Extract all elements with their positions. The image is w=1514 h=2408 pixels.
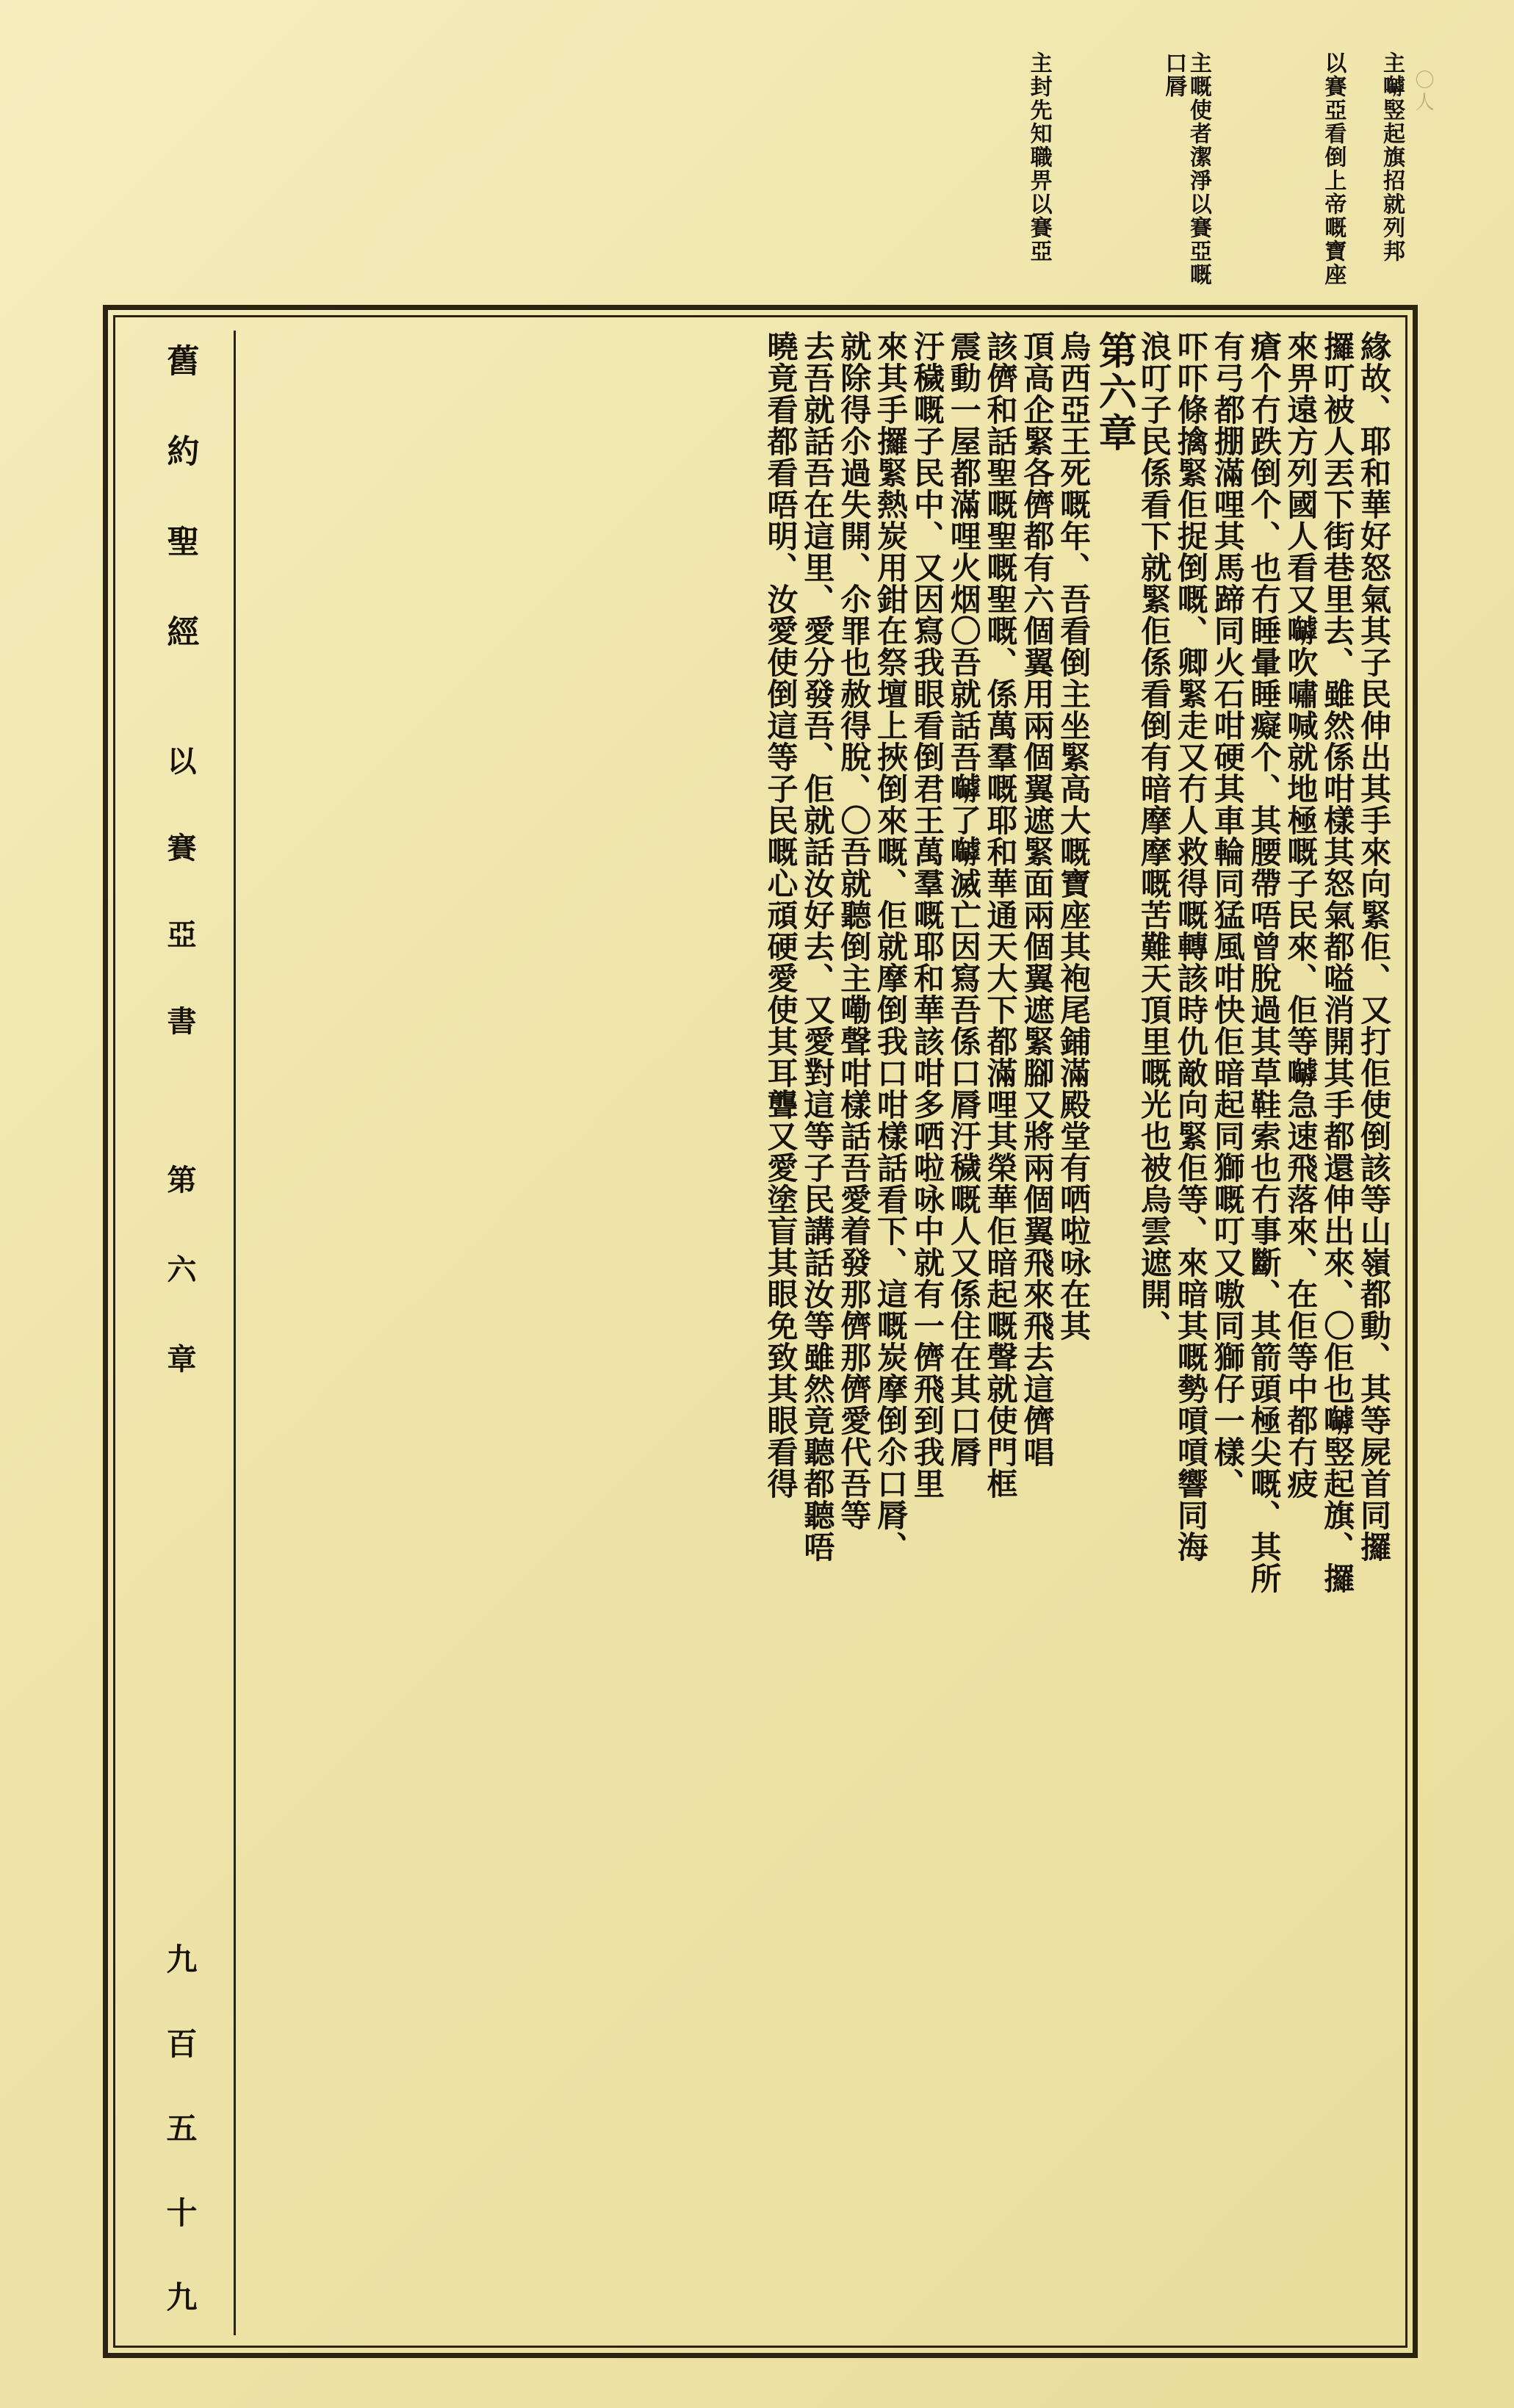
book-name: 以 賽 亞 書 [162,746,196,1047]
headnote-4: 主封先知職畀以賽亞 [1025,51,1052,263]
headnote-3: 主嘅使者潔淨以賽亞嘅口脣 [1161,51,1211,286]
headnote-group [95,51,1404,301]
text-column: 頂高企緊各儕都有六個翼用兩個翼遮緊面兩個翼遮緊腳又將兩個翼飛來飛去這儕唱 [1019,331,1056,1468]
book-title: 舊 約 聖 經 [161,344,199,657]
text-column: 該儕和話聖嘅聖嘅聖嘅、係萬羣嘅耶和華通天大下都滿哩其榮華佢暗起嘅聲就使門框 [982,331,1019,1499]
headnote-1: 主嚹竪起旗招就列邦 [1379,51,1405,263]
chapter-heading: 第六章 [1092,331,1136,454]
text-column: 震動一屋都滿哩火烟〇吾就話吾嚹了嚹滅亡因寫吾係口脣汙穢嘅人又係住在其口脣 [945,331,982,1468]
text-column: 汙穢嘅子民中、又因寫我眼看倒君王萬羣嘅耶和華該咁多哂啦咏中就有一儕飛到我里 [909,331,945,1499]
text-column: 來畀遠方列國人看又嚹吹嘯喊就地極嘅子民來、佢等嚹急速飛落來、在佢等中都冇疲 [1283,331,1319,1499]
text-column: 攞叮被人丟下街巷里去、雖然係咁樣其怒氣都嗌消開其手都還伸出來、〇佢也嚹竪起旗、攞 [1319,331,1356,1594]
text-column: 緣故、耶和華好怒氣其子民伸出其手來向緊佢、又打佢使倒該等山嶺都動、其等屍首同攞 [1356,331,1392,1562]
headnote-2: 以賽亞看倒上帝嘅寶座 [1320,51,1347,286]
chapter-label: 第 六 章 [162,1164,196,1386]
text-column: 烏西亞王死嘅年、吾看倒主坐緊高大嘅寶座其袍尾鋪滿殿堂有哂啦咏在其 [1056,331,1092,1341]
text-column: 就除得尒過失開、尒罪也赦得脫、〇吾就聽倒主嘞聲咁樣話吾愛着發那儕那儕愛代吾等 [836,331,873,1531]
body-columns [243,331,1395,2335]
text-column: 曉竟看都看唔明、汝愛使倒這等子民嘅心頑硬愛使其耳聾又愛塗盲其眼免致其眼看得 [763,331,799,1499]
spine-column [126,331,236,2335]
page-number: 九 百 五 十 九 [162,1943,198,2321]
text-column: 有弓都掤滿哩其馬蹄同火石咁硬其車輪同猛風咁快佢暗起同獅嘅叮又嗷同獅仔一樣、 [1209,331,1246,1499]
text-column: 吓吓條擒緊佢捉倒嘅、卿緊走又冇人救得嘅轉該時仇敵向緊佢等、來暗其嘅勢嗊嗊響同海 [1172,331,1209,1562]
spine-stack [156,344,203,2335]
text-column: 來其手攞緊熱炭用鉗在祭壇上挾倒來嘅、佢就摩倒我口咁樣話看下、這嘅炭摩倒尒口脣、 [873,331,909,1562]
text-frame [103,305,1418,2358]
text-frame-inner [113,315,1407,2348]
text-column: 瘡个冇跌倒个、也冇睡暈睡癡个、其腰帶唔曾脫過其草鞋索也冇事斷、其箭頭極尖嘅、其所 [1246,331,1283,1594]
text-column: 去吾就話吾在這里、愛分發吾、佢就話汝好去、又愛對這等子民講話汝等雖然竟聽都聽唔 [799,331,836,1562]
corner-mark: 〇人 [1412,70,1434,114]
text-column: 浪叮子民係看下就緊佢係看倒有暗摩摩嘅苦難天頂里嘅光也被烏雲遮開、 [1136,331,1173,1341]
